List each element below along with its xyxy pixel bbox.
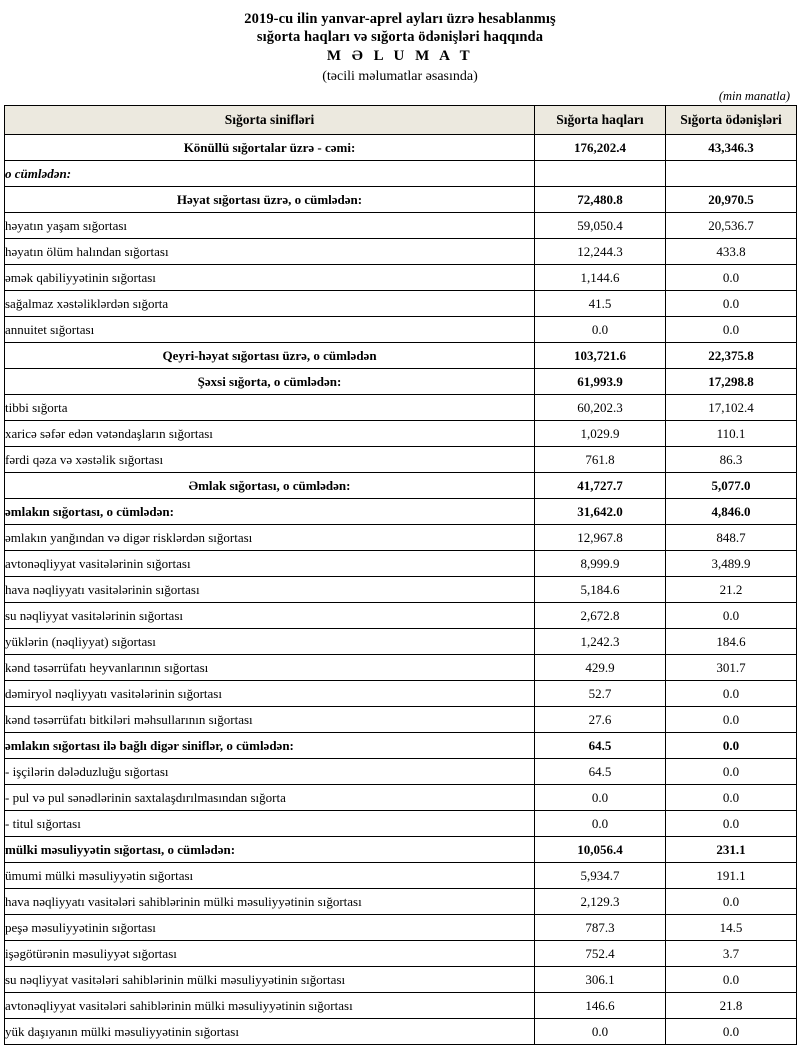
row-label: həyatın yaşam sığortası: [5, 213, 535, 239]
row-label: peşə məsuliyyətinin sığortası: [5, 915, 535, 941]
row-premium-value: 429.9: [535, 655, 666, 681]
row-payment-value: 43,346.3: [666, 135, 797, 161]
row-premium-value: 103,721.6: [535, 343, 666, 369]
document-title-block: [4, 10, 796, 87]
row-label: xaricə səfər edən vətəndaşların sığortası: [5, 421, 535, 447]
table-row: [5, 967, 797, 993]
title-subtitle: (təcili məlumatlar əsasında): [322, 69, 478, 84]
row-label: sağalmaz xəstəliklərdən sığorta: [5, 291, 535, 317]
row-payment-value: 3.7: [666, 941, 797, 967]
row-premium-value: 306.1: [535, 967, 666, 993]
row-label: Könüllü sığortalar üzrə - cəmi:: [5, 135, 535, 161]
row-payment-value: 3,489.9: [666, 551, 797, 577]
row-premium-value: 10,056.4: [535, 837, 666, 863]
row-payment-value: 0.0: [666, 265, 797, 291]
table-row: [5, 395, 797, 421]
row-premium-value: 8,999.9: [535, 551, 666, 577]
table-row: [5, 473, 797, 499]
row-label: tibbi sığorta: [5, 395, 535, 421]
table-row: [5, 265, 797, 291]
row-payment-value: 86.3: [666, 447, 797, 473]
table-row: [5, 343, 797, 369]
table-row: [5, 135, 797, 161]
table-row: [5, 369, 797, 395]
row-premium-value: 41.5: [535, 291, 666, 317]
row-payment-value: 0.0: [666, 291, 797, 317]
insurance-data-table: [4, 105, 797, 1045]
table-row: [5, 915, 797, 941]
table-row: [5, 603, 797, 629]
row-label: hava nəqliyyatı vasitələrinin sığortası: [5, 577, 535, 603]
row-label: avtonəqliyyat vasitələri sahiblərinin mülki məsuliyyətinin sığortası: [5, 993, 535, 1019]
row-label: - pul və pul sənədlərinin saxtalaşdırılmasından sığorta: [5, 785, 535, 811]
row-payment-value: 301.7: [666, 655, 797, 681]
row-premium-value: 31,642.0: [535, 499, 666, 525]
row-premium-value: 12,967.8: [535, 525, 666, 551]
row-payment-value: 0.0: [666, 967, 797, 993]
row-payment-value: 22,375.8: [666, 343, 797, 369]
row-premium-value: 61,993.9: [535, 369, 666, 395]
table-row: [5, 187, 797, 213]
row-payment-value: 0.0: [666, 785, 797, 811]
row-label: Əmlak sığortası, o cümlədən:: [5, 473, 535, 499]
table-row: [5, 447, 797, 473]
column-header-premiums: Sığorta haqları: [535, 106, 666, 135]
table-row: [5, 291, 797, 317]
table-row: [5, 655, 797, 681]
row-payment-value: 0.0: [666, 1019, 797, 1045]
row-premium-value: 176,202.4: [535, 135, 666, 161]
row-payment-value: 0.0: [666, 681, 797, 707]
row-payment-value: 184.6: [666, 629, 797, 655]
row-label: əmlakın sığortası ilə bağlı digər siniflər, o cümlədən:: [5, 733, 535, 759]
row-payment-value: 433.8: [666, 239, 797, 265]
row-premium-value: 72,480.8: [535, 187, 666, 213]
row-premium-value: 1,029.9: [535, 421, 666, 447]
table-row: [5, 863, 797, 889]
table-row: [5, 733, 797, 759]
row-label: işəgötürənin məsuliyyət sığortası: [5, 941, 535, 967]
row-payment-value: 231.1: [666, 837, 797, 863]
row-label: Qeyri-həyat sığortası üzrə, o cümlədən: [5, 343, 535, 369]
row-payment-value: 848.7: [666, 525, 797, 551]
table-row: [5, 577, 797, 603]
table-row: [5, 811, 797, 837]
row-label: kənd təsərrüfatı bitkiləri məhsullarının sığortası: [5, 707, 535, 733]
row-premium-value: 761.8: [535, 447, 666, 473]
row-premium-value: 41,727.7: [535, 473, 666, 499]
row-payment-value: 17,102.4: [666, 395, 797, 421]
table-row: [5, 785, 797, 811]
row-premium-value: 0.0: [535, 1019, 666, 1045]
row-premium-value: 52.7: [535, 681, 666, 707]
row-label: kənd təsərrüfatı heyvanlarının sığortası: [5, 655, 535, 681]
row-payment-value: 17,298.8: [666, 369, 797, 395]
row-label: yük daşıyanın mülki məsuliyyətinin sığortası: [5, 1019, 535, 1045]
title-line-1: 2019-cu ilin yanvar-aprel ayları üzrə hesablanmış: [244, 11, 556, 27]
row-payment-value: 0.0: [666, 603, 797, 629]
row-premium-value: [535, 161, 666, 187]
row-premium-value: 787.3: [535, 915, 666, 941]
table-row: [5, 525, 797, 551]
row-label: ümumi mülki məsuliyyətin sığortası: [5, 863, 535, 889]
row-label: mülki məsuliyyətin sığortası, o cümlədən:: [5, 837, 535, 863]
row-payment-value: 4,846.0: [666, 499, 797, 525]
row-premium-value: 0.0: [535, 317, 666, 343]
row-premium-value: 5,934.7: [535, 863, 666, 889]
column-header-class: Sığorta sinifləri: [5, 106, 535, 135]
row-premium-value: 146.6: [535, 993, 666, 1019]
row-payment-value: 20,536.7: [666, 213, 797, 239]
row-premium-value: 1,242.3: [535, 629, 666, 655]
table-row: [5, 499, 797, 525]
row-label: hava nəqliyyatı vasitələri sahiblərinin mülki məsuliyyətinin sığortası: [5, 889, 535, 915]
row-premium-value: 64.5: [535, 759, 666, 785]
row-premium-value: 0.0: [535, 785, 666, 811]
table-row: [5, 629, 797, 655]
table-row: [5, 993, 797, 1019]
row-label: - işçilərin dələduzluğu sığortası: [5, 759, 535, 785]
row-label: su nəqliyyat vasitələri sahiblərinin mülki məsuliyyətinin sığortası: [5, 967, 535, 993]
row-premium-value: 27.6: [535, 707, 666, 733]
table-row: [5, 681, 797, 707]
row-premium-value: 2,129.3: [535, 889, 666, 915]
row-label: annuitet sığortası: [5, 317, 535, 343]
row-premium-value: 12,244.3: [535, 239, 666, 265]
table-row: [5, 317, 797, 343]
row-payment-value: 14.5: [666, 915, 797, 941]
title-line-2: sığorta haqları və sığorta ödənişləri haqqında: [256, 29, 544, 45]
row-payment-value: [666, 161, 797, 187]
row-label: fərdi qəza və xəstəlik sığortası: [5, 447, 535, 473]
title-melumat: M Ə L U M A T: [326, 48, 474, 64]
table-row: [5, 889, 797, 915]
row-payment-value: 0.0: [666, 707, 797, 733]
column-header-payments: Sığorta ödənişləri: [666, 106, 797, 135]
table-row: [5, 239, 797, 265]
row-label: əmlakın sığortası, o cümlədən:: [5, 499, 535, 525]
row-label: dəmiryol nəqliyyatı vasitələrinin sığortası: [5, 681, 535, 707]
row-payment-value: 110.1: [666, 421, 797, 447]
row-premium-value: 0.0: [535, 811, 666, 837]
row-label: yüklərin (nəqliyyat) sığortası: [5, 629, 535, 655]
row-payment-value: 5,077.0: [666, 473, 797, 499]
table-row: [5, 837, 797, 863]
row-premium-value: 59,050.4: [535, 213, 666, 239]
table-row: [5, 759, 797, 785]
table-row: [5, 213, 797, 239]
row-payment-value: 21.2: [666, 577, 797, 603]
row-premium-value: 5,184.6: [535, 577, 666, 603]
row-premium-value: 2,672.8: [535, 603, 666, 629]
row-payment-value: 0.0: [666, 889, 797, 915]
row-payment-value: 0.0: [666, 317, 797, 343]
row-label: Şəxsi sığorta, o cümlədən:: [5, 369, 535, 395]
row-payment-value: 0.0: [666, 759, 797, 785]
table-row: [5, 421, 797, 447]
row-label: əmək qabiliyyətinin sığortası: [5, 265, 535, 291]
row-payment-value: 191.1: [666, 863, 797, 889]
row-premium-value: 1,144.6: [535, 265, 666, 291]
row-label: həyatın ölüm halından sığortası: [5, 239, 535, 265]
row-premium-value: 752.4: [535, 941, 666, 967]
table-row: [5, 941, 797, 967]
row-label: - titul sığortası: [5, 811, 535, 837]
row-label: su nəqliyyat vasitələrinin sığortası: [5, 603, 535, 629]
row-label: o cümlədən:: [5, 161, 535, 187]
row-premium-value: 64.5: [535, 733, 666, 759]
row-payment-value: 0.0: [666, 811, 797, 837]
table-header-row: [5, 106, 797, 135]
row-label: Həyat sığortası üzrə, o cümlədən:: [5, 187, 535, 213]
table-row: [5, 1019, 797, 1045]
row-payment-value: 21.8: [666, 993, 797, 1019]
table-body: [5, 135, 797, 1045]
row-payment-value: 20,970.5: [666, 187, 797, 213]
table-row: [5, 551, 797, 577]
row-payment-value: 0.0: [666, 733, 797, 759]
unit-note: (min manatla): [718, 89, 790, 103]
row-label: əmlakın yanğından və digər risklərdən sığortası: [5, 525, 535, 551]
row-label: avtonəqliyyat vasitələrinin sığortası: [5, 551, 535, 577]
row-premium-value: 60,202.3: [535, 395, 666, 421]
table-row: [5, 707, 797, 733]
table-row: [5, 161, 797, 187]
